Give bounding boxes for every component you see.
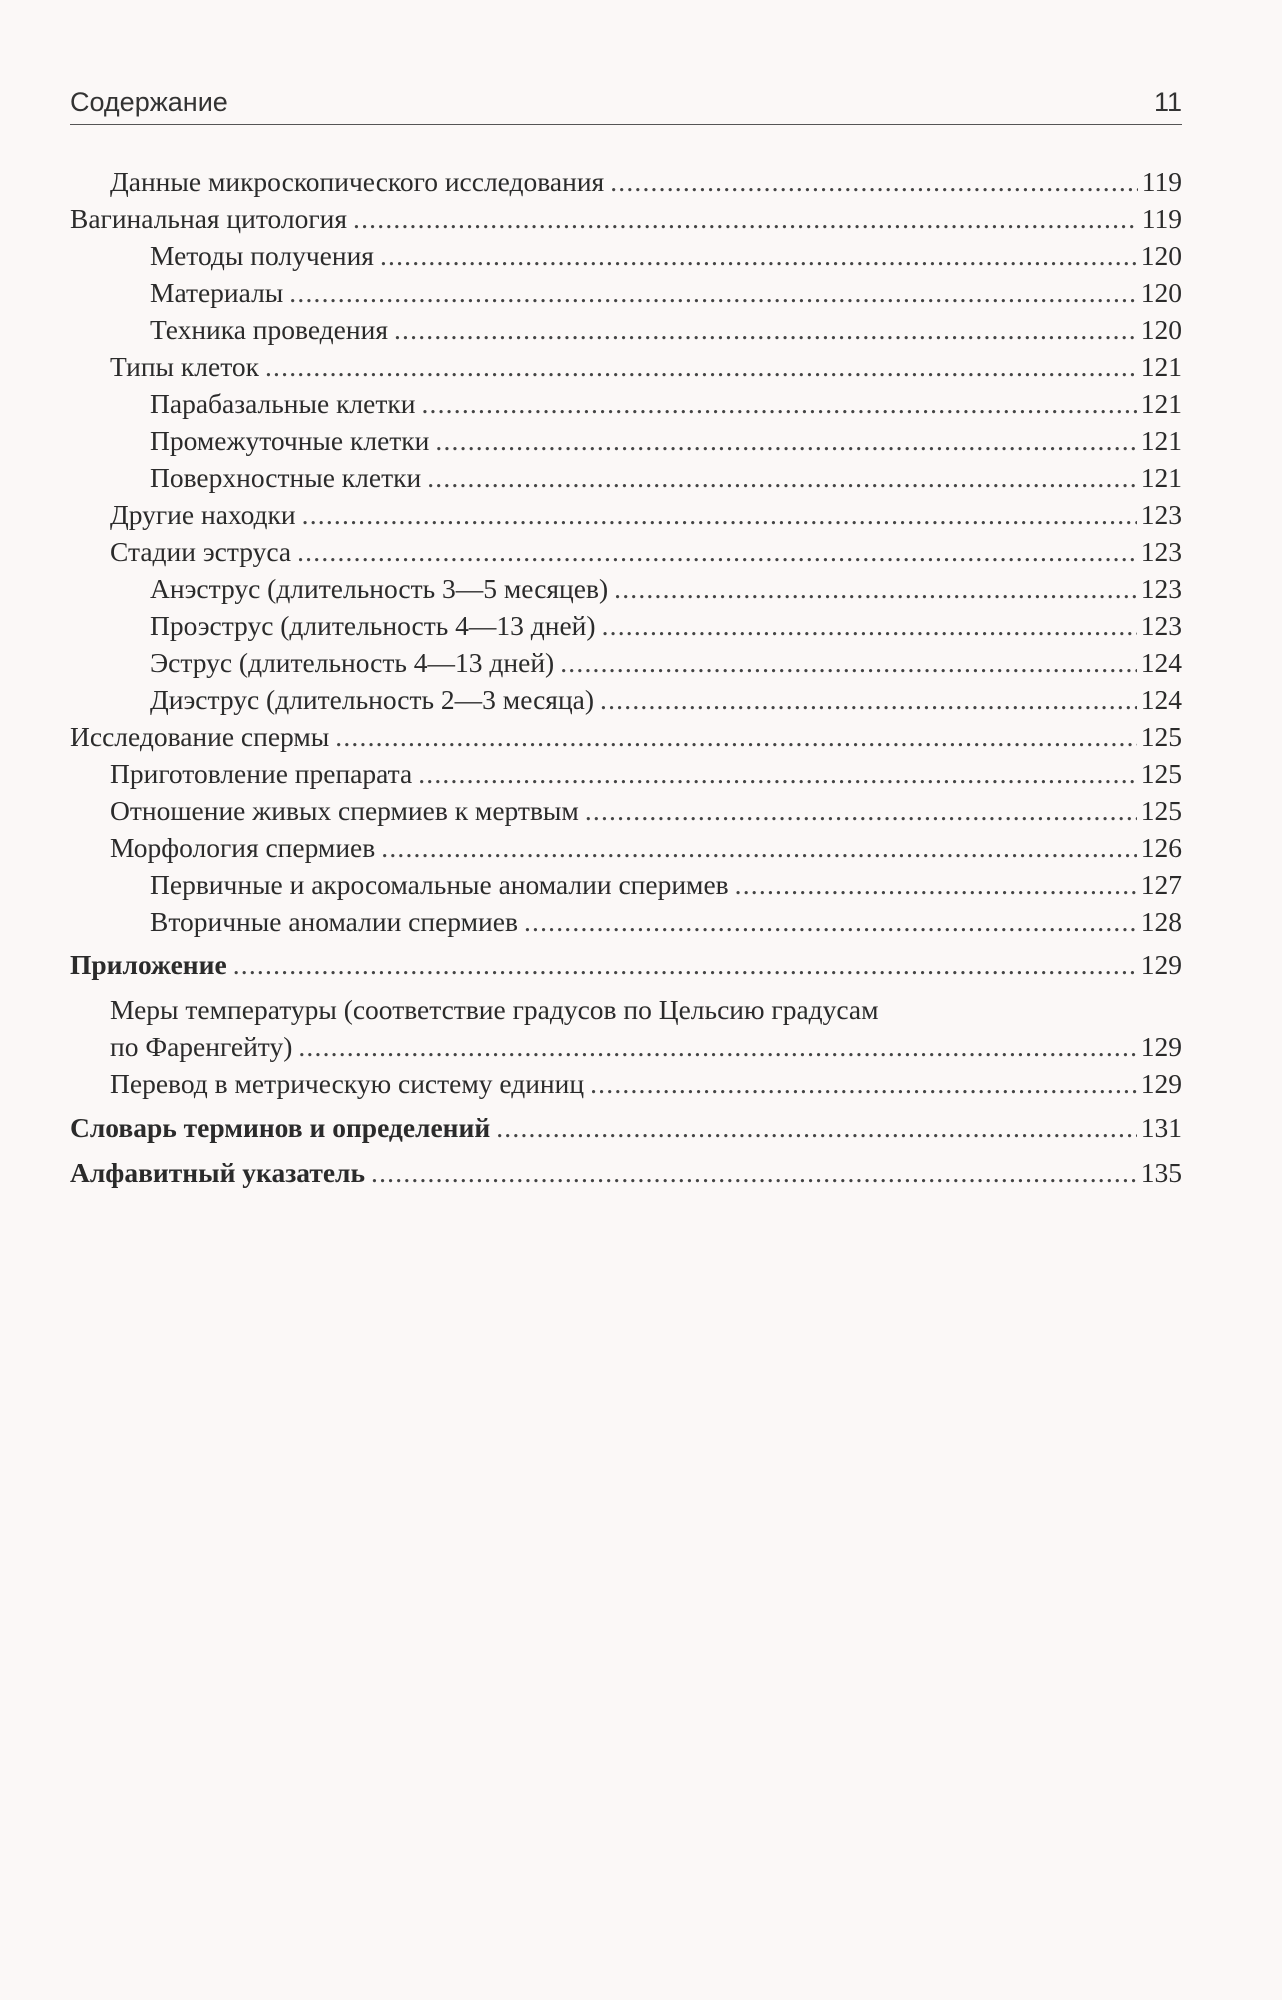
toc-entry[interactable] bbox=[150, 387, 1182, 421]
toc-entry-page: 124 bbox=[1140, 684, 1182, 715]
dot-leader bbox=[496, 1111, 1137, 1145]
toc-entry-page: 123 bbox=[1140, 499, 1182, 530]
toc-entry[interactable] bbox=[150, 572, 1182, 606]
toc-entry-page: 127 bbox=[1140, 869, 1182, 900]
toc-entry-label: Алфавитный указатель bbox=[70, 1157, 366, 1188]
toc-entry-page: 120 bbox=[1140, 314, 1182, 345]
toc-entry[interactable] bbox=[110, 1030, 1182, 1064]
toc-entry[interactable] bbox=[110, 1067, 1182, 1101]
dot-leader bbox=[418, 757, 1137, 791]
toc-entry-label: Приготовление препарата bbox=[110, 758, 413, 789]
dot-leader bbox=[298, 1030, 1136, 1064]
toc-entry[interactable] bbox=[70, 202, 1182, 236]
toc-entry[interactable] bbox=[150, 313, 1182, 347]
toc-entry-label: Техника проведения bbox=[150, 314, 388, 345]
dot-leader bbox=[421, 387, 1136, 421]
toc-entry-label: Парабазальные клетки bbox=[150, 388, 416, 419]
toc-entry[interactable] bbox=[150, 424, 1182, 458]
toc-entry-label: Другие находки bbox=[110, 499, 296, 530]
toc-entry-page: 124 bbox=[1140, 647, 1182, 678]
dot-leader bbox=[335, 720, 1136, 754]
toc-entry-page: 123 bbox=[1140, 573, 1182, 604]
toc-entry-page: 123 bbox=[1140, 610, 1182, 641]
toc-entry-label: Методы получения bbox=[150, 240, 374, 271]
toc-entry-page: 125 bbox=[1140, 721, 1182, 752]
dot-leader bbox=[353, 202, 1138, 236]
toc-entry[interactable] bbox=[70, 720, 1182, 754]
toc-entry-label: Промежуточные клетки bbox=[150, 425, 430, 456]
header-title: Содержание bbox=[70, 87, 228, 117]
toc-entry-page: 126 bbox=[1140, 832, 1182, 863]
toc-entry-label: Диэструс (длительность 2—3 месяца) bbox=[150, 684, 595, 715]
toc-entry-label: Перевод в метрическую систему единиц bbox=[110, 1068, 585, 1099]
toc-entry-label: Словарь терминов и определений bbox=[70, 1112, 491, 1143]
toc-entry-page: 125 bbox=[1140, 758, 1182, 789]
toc-entry[interactable] bbox=[150, 868, 1182, 902]
toc-entry-label: Проэструс (длительность 4—13 дней) bbox=[150, 610, 596, 641]
toc-entry[interactable] bbox=[110, 350, 1182, 384]
toc-entry-page: 119 bbox=[1141, 166, 1182, 197]
toc-entry-label: по Фаренгейту) bbox=[110, 1031, 293, 1062]
toc-entry-label: Анэструс (длительность 3—5 месяцев) bbox=[150, 573, 609, 604]
dot-leader bbox=[427, 461, 1137, 495]
toc-entry-label: Вторичные аномалии спермиев bbox=[150, 906, 518, 937]
toc-entry-page: 125 bbox=[1140, 795, 1182, 826]
toc-entry-label: Материалы bbox=[150, 277, 284, 308]
toc-entry-label: Вагинальная цитология bbox=[70, 203, 348, 234]
toc-entry-label-line1[interactable]: Меры температуры (соответствие градусов по Цельсию градусам bbox=[110, 994, 879, 1025]
toc-entry-page: 119 bbox=[1141, 203, 1182, 234]
dot-leader bbox=[614, 572, 1137, 606]
toc-entry-page: 129 bbox=[1140, 1031, 1182, 1062]
dot-leader bbox=[289, 276, 1136, 310]
toc-entry-label: Отношение живых спермиев к мертвым bbox=[110, 795, 579, 826]
toc-entry-page: 120 bbox=[1140, 240, 1182, 271]
dot-leader bbox=[371, 1156, 1137, 1190]
toc-entry[interactable] bbox=[110, 794, 1182, 828]
dot-leader bbox=[585, 794, 1137, 828]
toc-entry-label: Стадии эструса bbox=[110, 536, 292, 567]
toc-entry-label: Типы клеток bbox=[110, 351, 259, 382]
dot-leader bbox=[265, 350, 1137, 384]
toc-entry[interactable] bbox=[150, 905, 1182, 939]
header-page-number: 11 bbox=[1153, 87, 1182, 117]
dot-leader bbox=[600, 683, 1137, 717]
toc-entry-page: 121 bbox=[1140, 388, 1182, 419]
toc-entry-label: Данные микроскопического исследования bbox=[110, 166, 605, 197]
toc-entry[interactable] bbox=[110, 535, 1182, 569]
dot-leader bbox=[524, 905, 1137, 939]
toc-entry[interactable] bbox=[150, 239, 1182, 273]
toc-entry-page: 129 bbox=[1140, 949, 1182, 980]
toc-entry-page: 121 bbox=[1140, 351, 1182, 382]
toc-entry-section[interactable] bbox=[70, 1156, 1182, 1190]
dot-leader bbox=[435, 424, 1136, 458]
toc-entry[interactable] bbox=[110, 498, 1182, 532]
toc-entry[interactable] bbox=[150, 276, 1182, 310]
dot-leader bbox=[735, 868, 1137, 902]
dot-leader bbox=[610, 165, 1138, 199]
toc-entry-page: 121 bbox=[1140, 462, 1182, 493]
toc-entry-page: 131 bbox=[1140, 1112, 1182, 1143]
toc-entry-label: Приложение bbox=[70, 949, 227, 980]
toc-entry-page: 129 bbox=[1140, 1068, 1182, 1099]
toc-entry[interactable] bbox=[150, 683, 1182, 717]
dot-leader bbox=[380, 239, 1137, 273]
toc-entry-label: Исследование спермы bbox=[70, 721, 330, 752]
dot-leader bbox=[233, 948, 1137, 982]
toc-entry-label: Морфология спермиев bbox=[110, 832, 376, 863]
dot-leader bbox=[560, 646, 1137, 680]
dot-leader bbox=[590, 1067, 1137, 1101]
dot-leader bbox=[297, 535, 1137, 569]
dot-leader bbox=[602, 609, 1137, 643]
toc-entry-section[interactable] bbox=[70, 1111, 1182, 1145]
toc-entry-page: 123 bbox=[1140, 536, 1182, 567]
toc-entry-label: Эструс (длительность 4—13 дней) bbox=[150, 647, 555, 678]
toc-entry-page: 128 bbox=[1140, 906, 1182, 937]
dot-leader bbox=[302, 498, 1137, 532]
dot-leader bbox=[381, 831, 1137, 865]
toc-entry-page: 120 bbox=[1140, 277, 1182, 308]
toc-entry[interactable] bbox=[110, 831, 1182, 865]
toc-entry-page: 121 bbox=[1140, 425, 1182, 456]
toc-entry-label: Поверхностные клетки bbox=[150, 462, 422, 493]
toc-entry-page: 135 bbox=[1140, 1157, 1182, 1188]
toc-entry[interactable] bbox=[150, 609, 1182, 643]
toc-entry[interactable] bbox=[110, 757, 1182, 791]
dot-leader bbox=[394, 313, 1137, 347]
toc-entry[interactable] bbox=[150, 646, 1182, 680]
toc-entry-section[interactable] bbox=[70, 948, 1182, 982]
toc-entry-label: Первичные и акросомальные аномалии сперимев bbox=[150, 869, 729, 900]
toc-entry[interactable] bbox=[110, 165, 1182, 199]
toc-entry[interactable] bbox=[150, 461, 1182, 495]
